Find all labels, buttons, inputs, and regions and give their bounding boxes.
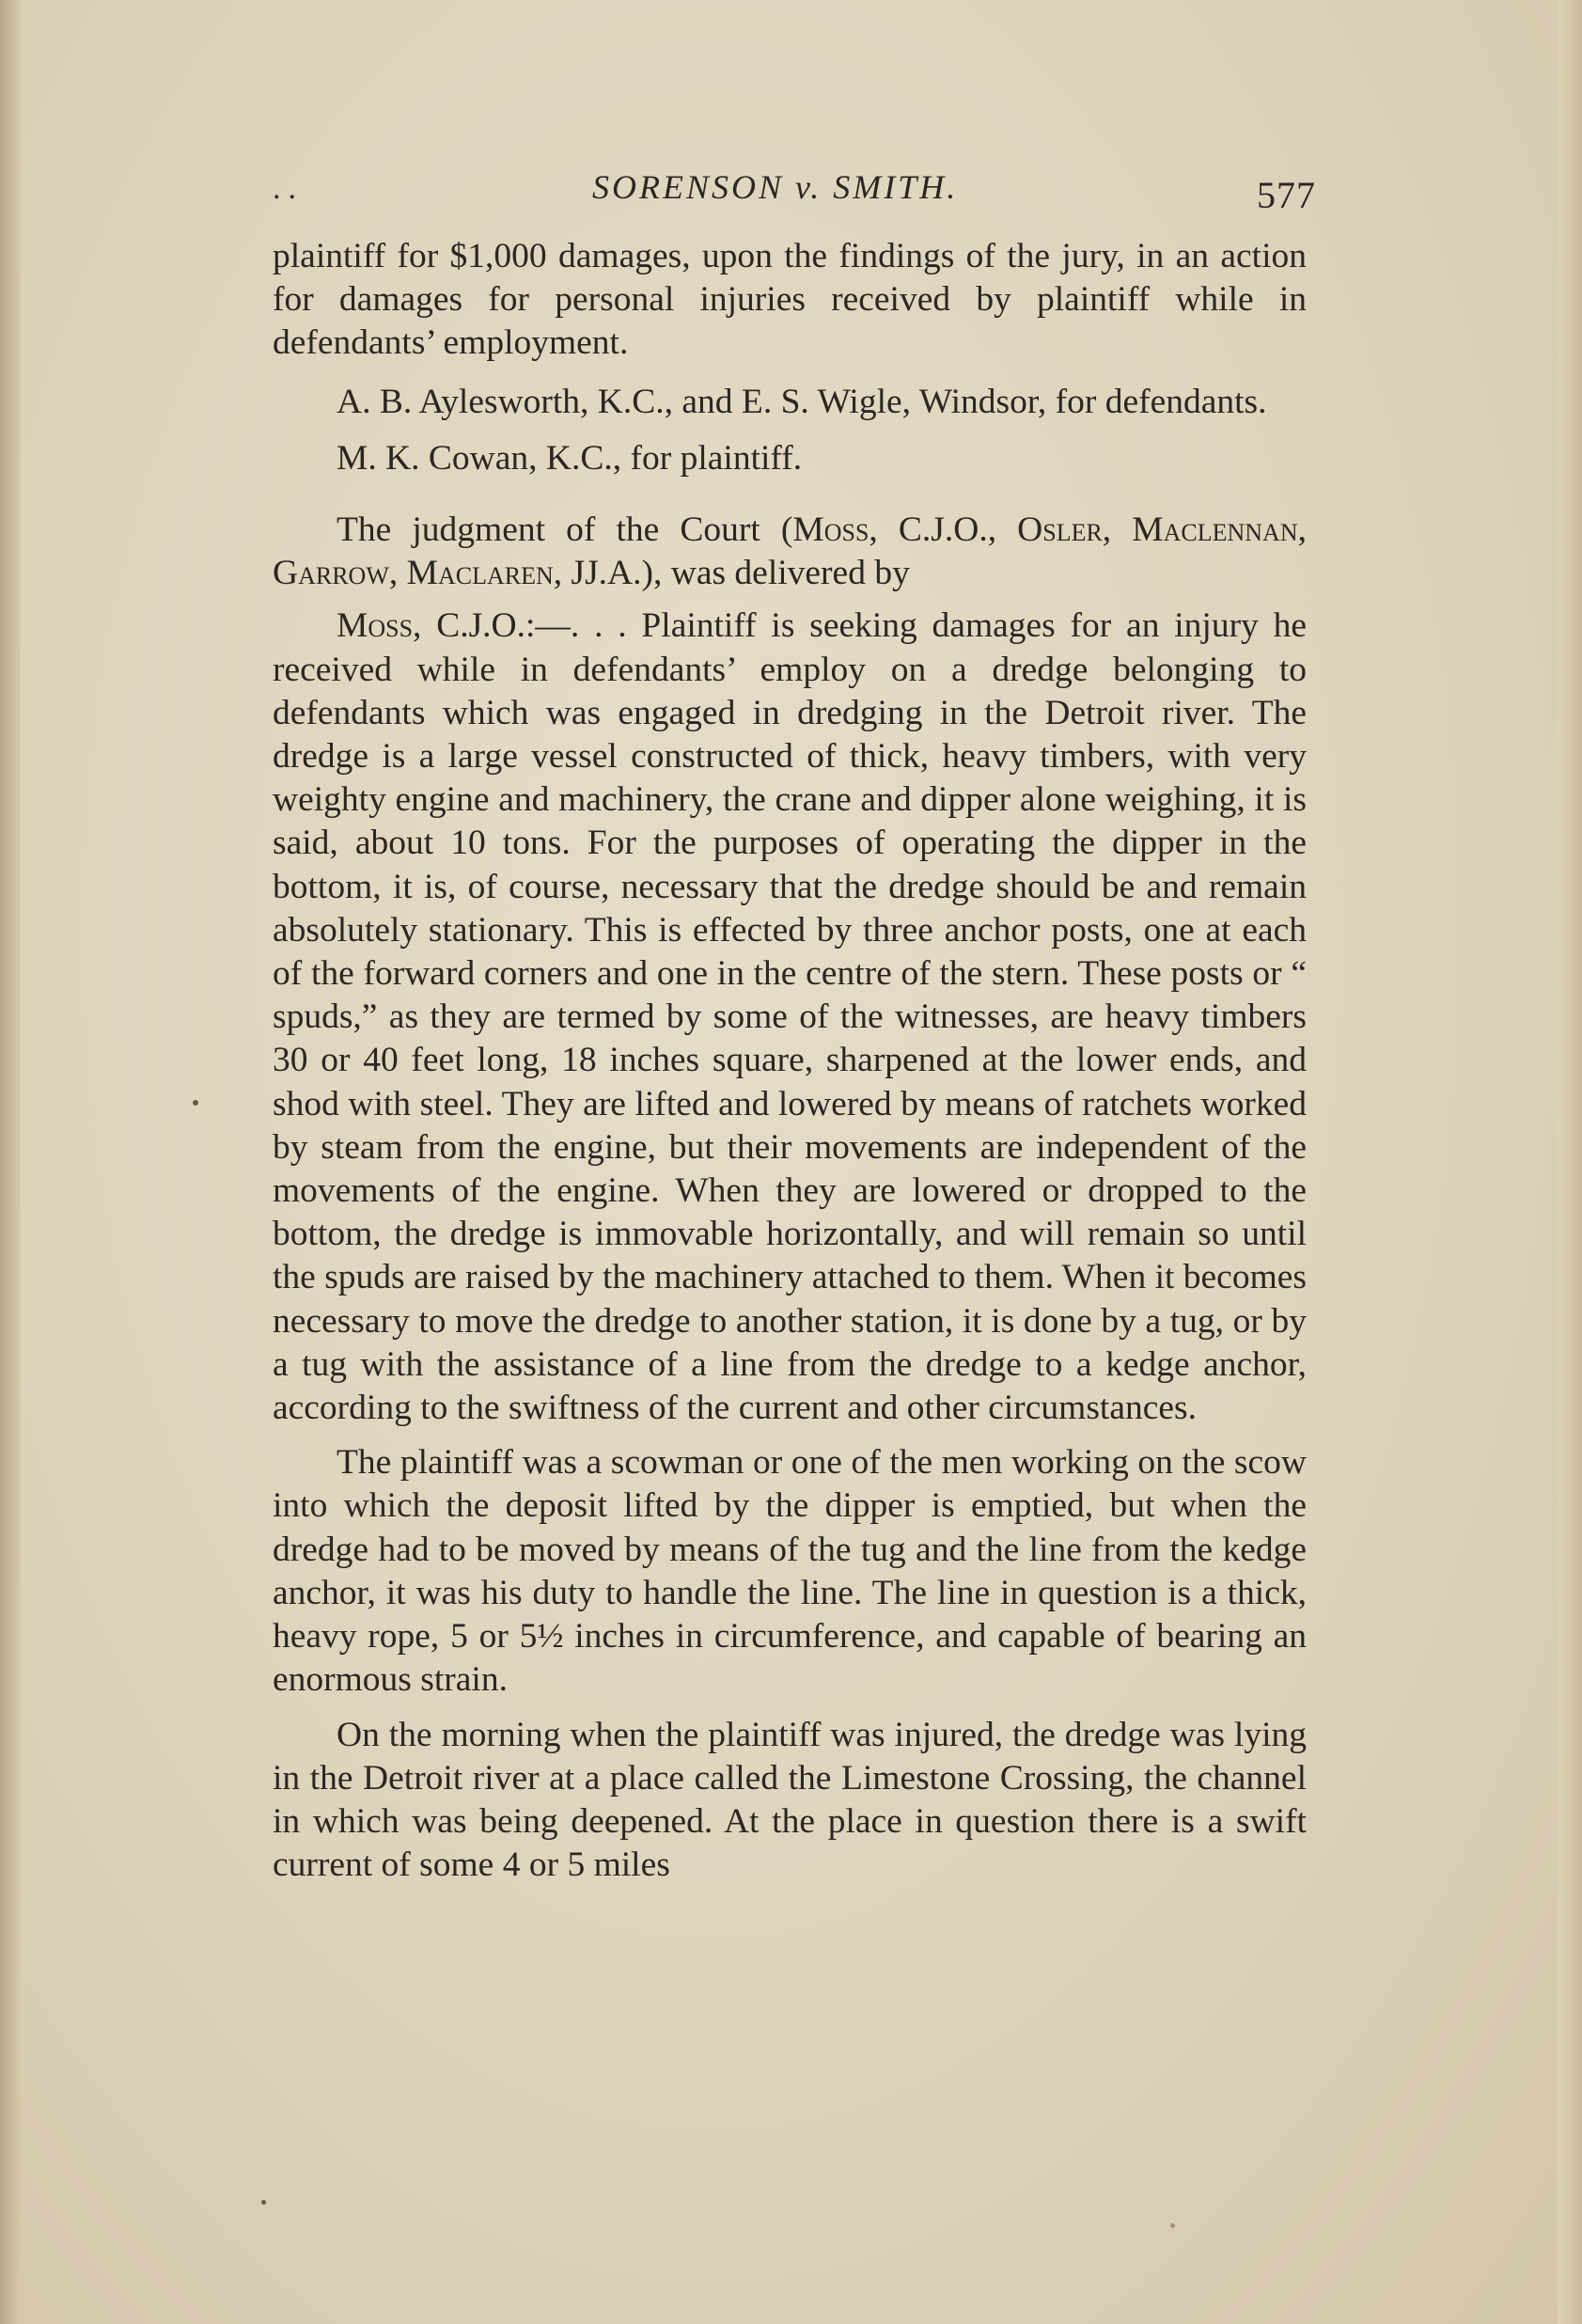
judgment-body-text: :—. . . Plaintiff is seeking damages for an injury he received while in defendants’ employ on a dredge belonging to defendants which was engaged in dredging in the Detroit river. The dredge is a large vessel constructed of thick, heavy timbers, with very weighty engine and machinery, the crane and dipper alone weighing, it is said, about 10 tons. For the purposes of operating the dipper in the bottom, it is, of course, necessary that the dredge should be and remain absolutely stationary. This is effected by three anchor posts, one at each of the forward corners and one in the centre of the stern. These posts or “ spuds,” as they are termed by some of the witnesses, are heavy timbers 30 or 40 feet long, 18 inches square, sharpened at the lower ends, and shod with steel. They are lifted and lowered by means of ratchets worked by steam from the engine, but their movements are independent of the movements of the engine. When they are lowered or dropped to the bottom, the dredge is immovable horizontally, and will remain so until the spuds are raised by the machinery attached to them. When it becomes necessary to move the dredge to another station, it is done by a tug, or by a tug with the assistance of a line from the dredge to a kedge anchor, according to the swiftness of the current and other circumstances. [273, 606, 1307, 1428]
page-gutter-shadow [0, 0, 21, 2324]
ink-speck [1170, 2223, 1175, 2228]
page-number: 577 [1257, 174, 1316, 216]
ink-speck [193, 1100, 198, 1106]
paragraph-counsel-defendants: A. B. Aylesworth, K.C., and E. S. Wigle, Windsor, for defendants. [337, 382, 1267, 421]
paragraph-counsel-plaintiff: M. K. Cowan, K.C., for plaintiff. [337, 438, 803, 478]
paragraph-judgment-body [273, 605, 1307, 1430]
ink-speck [261, 2200, 266, 2205]
judgment-judges: Moss, C.J.O., Osler, Maclennan, Garrow, Maclaren, JJ.A. [273, 510, 1307, 593]
paragraph-judgment-intro [273, 509, 1307, 595]
page-edge-shadow [1558, 0, 1582, 2324]
running-head [273, 160, 1316, 216]
paragraph-plaintiff-duty: The plaintiff was a scowman or one of the men working on the scow into which the deposit lifted by the dipper is emptied, but when the dredge had to be moved by means of the tug and the line from the kedge anchor, it was his duty to handle the line. The line in question is a thick, heavy rope, 5 or 5½ inches in circumference, and capable of bearing an enormous strain. [273, 1443, 1307, 1700]
judgment-judge-name: Moss, C.J.O. [337, 606, 526, 646]
judgment-intro-end: ), was delivered by [641, 554, 910, 593]
paragraph-morning-of-injury: On the morning when the plaintiff was injured, the dredge was lying in the Detroit river at a place called the Limestone Crossing, the channel in which was being deepened. At the place in question there is a swift current of some 4 or 5 miles [273, 1715, 1307, 1885]
judgment-intro-start: The judgment of the Court ( [337, 510, 793, 550]
running-head-dots: .. [273, 171, 304, 206]
paragraph-case-summary: plaintiff for $1,000 damages, upon the findings of the jury, in an action for damages for personal injuries received by plaintiff while in defendants’ employment. [273, 237, 1307, 363]
running-head-title: SORENSON v. SMITH. [592, 168, 959, 206]
body-text [273, 235, 1307, 1887]
